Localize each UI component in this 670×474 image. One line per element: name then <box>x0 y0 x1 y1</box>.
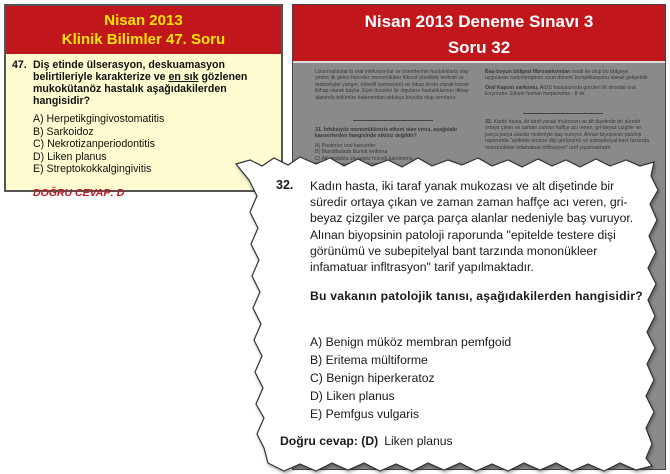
exam-title: Nisan 2013 Deneme Sınavı 3 <box>364 12 594 31</box>
card-title-line2: Klinik Bilimler 47. Soru <box>61 31 226 48</box>
faded-right-qtext: Kadın hasta, iki taraf yanak mukozası ve alt dişetinde bir süredir ortaya çıkan ve zaman zaman haffçe acı veren, gri-beyaz çizgiler ve parça parça alanlar nedeniyle baş vuruyor. Alınan biyopsinin patoloji raporunda "epitelde testere dişi görünümü ve subepitelyal bant tarzında mononükleer infamatuar infltrasyon" tarif yapılmaktadır. <box>485 119 649 151</box>
zoomed-answer-label: Doğru cevap: (D) <box>280 434 379 448</box>
card-title-line1: Nisan 2013 <box>104 12 183 29</box>
zoomed-answer-text: Liken planus <box>384 434 453 448</box>
faded-left-paragraph: Uzunmalistiral tü oral infeksiyonlar ve önemlerinin hastalıklarla olay yerine ilk gelen hücreler mononükleer lökosit (özellikle lenfosit ve makrofajlar yangın, nötrofil içermeyen) ve lökap direkt olarak kronik iltihap olarak başlar. Epin önceleri ile olguların hastalıklarının iltihap alanında bölümler bakımından oldukça boyutta olup sınırlanır. <box>315 69 469 101</box>
question-text-part2: gözlenen mukokütanöz hastalık aşağıdakilerden hangisidir? <box>33 71 248 107</box>
option-c: C) Nekrotizanperiodontitis <box>33 138 155 150</box>
zoomed-question <box>270 170 660 460</box>
zoomed-option-b: B) Eritema mültiforme <box>310 353 428 367</box>
question-number: 47. <box>12 59 27 71</box>
option-d: D) Liken planus <box>33 150 107 163</box>
zoomed-option-e: E) Pemfgus vulgaris <box>310 407 420 421</box>
faded-right-top-bold: Baş-boyun bölgesi fibrosarkomları <box>485 69 571 75</box>
faded-left-opt-b: B) Mandibulada Burkitt lenfoma <box>315 149 388 156</box>
option-e: E) Streptokokkalgingivitis <box>33 163 152 175</box>
option-b: B) Sarkoidoz <box>33 125 94 138</box>
exam-question-number: Soru 32 <box>447 38 511 57</box>
zoomed-option-d: D) Liken planus <box>310 389 395 403</box>
correct-answer: DOĞRU CEVAP: D <box>33 186 125 199</box>
faded-right-top-text: nadir ile olup bu bölgeye uygulanan radyoterapinin uzun dönem komplikasyonu olarak gelişebilir. <box>485 69 649 82</box>
faded-right-qnum: 32. <box>485 119 493 125</box>
zoomed-option-c: C) Benign hiperkeratoz <box>310 371 435 385</box>
zoomed-case-text: Kadın hasta, iki taraf yanak mukozası ve alt dişetinde bir süredir ortaya çıkan ve zaman zaman haffçe acı veren, gri-beyaz çizgiler ve parça parça alanlar nedeniyle baş vuruyor. Alınan biyopsinin patoloji raporunda "epitelde testere dişi görünümü ve subepitelyal bant tarzında mononükleer infamatuar infltrasyon" tarif yapılmaktadır. <box>310 179 634 275</box>
zoomed-question-stem: Bu vakanın patolojik tanısı, aşağıdakilerden hangisidir? <box>310 289 643 303</box>
zoomed-correct-answer <box>280 434 453 448</box>
question-underlined-text: en sık <box>168 71 199 83</box>
zoomed-option-a: A) Benign müköz membran pemfgoid <box>310 335 512 349</box>
faded-left-qtext: İnfeksiyöz mononükleozis etkeni olan virus, aşağıdaki kanserlerden hangisinde etkisiz değildir? <box>315 127 457 140</box>
faded-left-opt-c: C) AK dudakta skuamöz hücreli karsinoma <box>315 155 413 162</box>
faded-left-qnum: 31. <box>315 127 323 133</box>
zoomed-question-number: 32. <box>276 178 294 192</box>
faded-right-mid-bold: Oral Kaposi sarkomu, <box>485 84 539 91</box>
zoomed-option-list <box>310 333 511 423</box>
faded-left-opt-a: A) Posterior oral kanserler <box>315 142 376 149</box>
question-text-part1: Diş etinde ülserasyon, deskuamasyon belirtileriyle karakterize ve <box>33 59 225 83</box>
option-a: A) Herpetikgingivostomatitis <box>33 113 165 125</box>
faded-right-mid-text: AIDS hastalarında görülen ilk sinsidal oral lezyondur. Etkeni human herpesvirüs - 8 dir. <box>485 84 636 98</box>
